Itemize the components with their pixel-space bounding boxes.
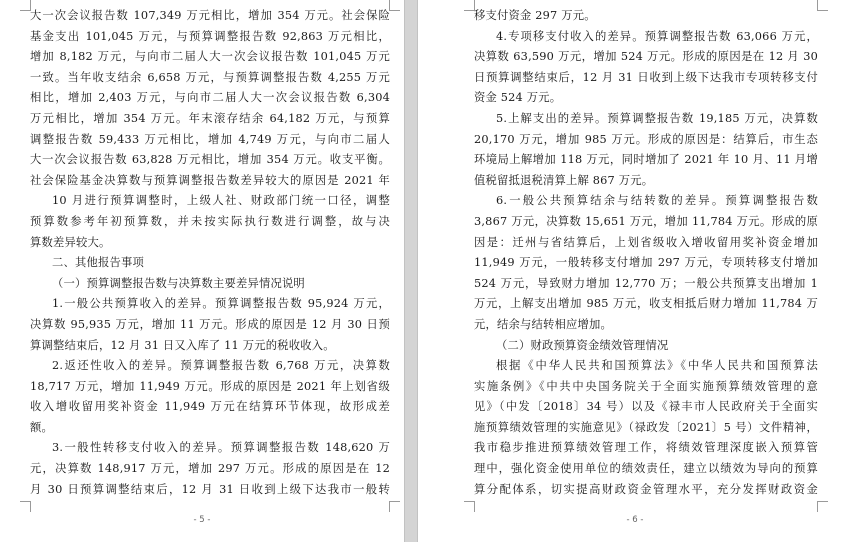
- text-line: 调整报告数 59,433 万元相比，增加 4,749 万元，与向市二届人: [30, 132, 390, 146]
- text-line: 5.上解支出的差异。预算调整报告数 19,185 万元，决算数: [496, 111, 818, 125]
- text-line: 10 月进行预算调整时，上级人社、财政部门统一口径，调整: [52, 194, 390, 208]
- text-line: 6.一般公共预算结余与结转数的差异。预算调整报告数: [496, 194, 818, 208]
- text-line: 20,170 万元，增加 985 万元。形成的原因是：结算后，市生态: [474, 132, 818, 146]
- text-line: 3.一般性转移支付收入的差异。预算调整报告数 148,620 万: [52, 441, 390, 455]
- crop-mark-top-right: [817, 0, 828, 11]
- text-line: 524 万元，导致财力增加 12,770 万；一般公共预算支出增加 1: [474, 276, 818, 290]
- text-line: 相比，增加 2,403 万元，与向市二届人大一次会议报告数 6,304: [30, 91, 390, 105]
- page-body-text: [30, 6, 390, 500]
- text-line: 二、其他报告事项: [52, 256, 144, 270]
- text-line: 因是：迁州与省结算后，上划省级收入增收留用奖补资金增加: [474, 235, 818, 249]
- text-line: 环境局上解增加 118 万元，同时增加了 2021 年 10 月、11 月增: [474, 153, 818, 167]
- text-line: 实施条例》《中共中央国务院关于全面实施预算绩效管理的意: [474, 379, 818, 393]
- crop-mark-bottom-left: [20, 501, 31, 512]
- page-number: - 5 -: [193, 515, 211, 525]
- text-line: 一致。当年收支结余 6,658 万元，与预算调整报告数 4,255 万元: [30, 70, 390, 84]
- text-line: 移支付资金 297 万元。: [474, 9, 596, 22]
- text-line: 收入增收留用奖补资金 11,949 万元在结算环节体现，故形成差: [30, 400, 390, 414]
- page-separator: [404, 0, 418, 542]
- text-line: 社会保险基金决算数与预算调整报告数差异较大的原因是 2021 年: [30, 173, 390, 187]
- text-line: 根据《中华人民共和国预算法》《中华人民共和国预算法: [496, 359, 818, 373]
- text-line: 万元相比，增加 354 万元。年末滚存结余 64,182 万元，与预算: [30, 111, 390, 125]
- text-line: 大一次会议报告数 63,828 万元相比，增加 354 万元。收支平衡。: [30, 153, 390, 167]
- text-line: 施预算绩效管理的实施意见》（禄政发〔2021〕5 号）文件精神，: [474, 420, 818, 434]
- crop-mark-bottom-right: [817, 501, 828, 512]
- text-line: （一）预算调整报告数与决算数主要差异情况说明: [52, 276, 305, 290]
- text-line: 算数差异较大。: [30, 235, 111, 249]
- text-line: 18,717 万元，增加 11,949 万元。形成的原因是 2021 年上划省级: [30, 379, 390, 393]
- crop-mark-bottom-right: [389, 501, 400, 512]
- text-line: 1.一般公共预算收入的差异。预算调整报告数 95,924 万元，: [52, 297, 390, 311]
- document-page-5: [0, 0, 404, 542]
- text-line: 理中，强化资金使用单位的绩效责任，建立以绩效为导向的预算: [474, 462, 818, 476]
- text-line: 日预算调整结束后，12 月 31 日收到上级下达我市专项转移支付: [474, 70, 818, 84]
- text-line: 增加 8,182 万元，与向市二届人大一次会议报告数 101,045 万元: [30, 50, 390, 64]
- text-line: 资金 524 万元。: [474, 91, 562, 105]
- text-line: 算调整结束后，12 月 31 日又入库了 11 万元的税收收入。: [30, 338, 335, 352]
- text-line: 额。: [30, 420, 53, 434]
- text-line: 月 30 日预算调整结束后，12 月 31 日收到上级下达我市一般转: [30, 482, 390, 496]
- text-line: 决算数 63,590 万元，增加 524 万元。形成的原因是在 12 月 30: [474, 50, 818, 64]
- text-line: （二）财政预算资金绩效管理情况: [496, 338, 669, 352]
- document-page-6: [418, 0, 852, 542]
- crop-mark-bottom-left: [464, 501, 475, 512]
- text-line: 3,867 万元，决算数 15,651 万元，增加 11,784 万元。形成的原: [474, 214, 818, 228]
- text-line: 元，结余与结转相应增加。: [474, 317, 612, 331]
- text-line: 大一次会议报告数 107,349 万元相比，增加 354 万元。社会保险: [30, 9, 390, 22]
- text-line: 11,949 万元，一般转移支付增加 297 万元，专项转移支付增加: [474, 256, 818, 270]
- text-line: 预算数参考年初预算数，并未按实际执行数进行调整，故与决: [30, 214, 390, 228]
- text-line: 决算数 95,935 万元，增加 11 万元。形成的原因是 12 月 30 日预: [30, 317, 390, 331]
- text-line: 见》（中发〔2018〕34 号）以及《禄丰市人民政府关于全面实: [474, 400, 818, 414]
- text-line: 2.返还性收入的差异。预算调整报告数 6,768 万元，决算数: [52, 359, 390, 373]
- text-line: 元，决算数 148,917 万元，增加 297 万元。形成的原因是在 12: [30, 462, 390, 476]
- text-line: 4.专项移支付收入的差异。预算调整报告数 63,066 万元，: [496, 29, 818, 43]
- text-line: 算分配体系，切实提高财政资金管理水平，充分发挥财政资金: [474, 482, 818, 496]
- crop-mark-top-right: [389, 0, 400, 11]
- page-body-text: [474, 6, 818, 500]
- text-line: 基金支出 101,045 万元，与预算调整报告数 92,863 万元相比，: [30, 29, 390, 43]
- text-line: 万元，上解支出增加 985 万元，收支相抵后财力增加 11,784 万: [474, 297, 818, 311]
- page-number: - 6 -: [626, 515, 644, 525]
- text-line: 我市稳步推进预算绩效管理工作，将绩效管理深度嵌入预算管: [474, 441, 818, 455]
- text-line: 值税留抵退税清算上解 867 万元。: [474, 173, 654, 187]
